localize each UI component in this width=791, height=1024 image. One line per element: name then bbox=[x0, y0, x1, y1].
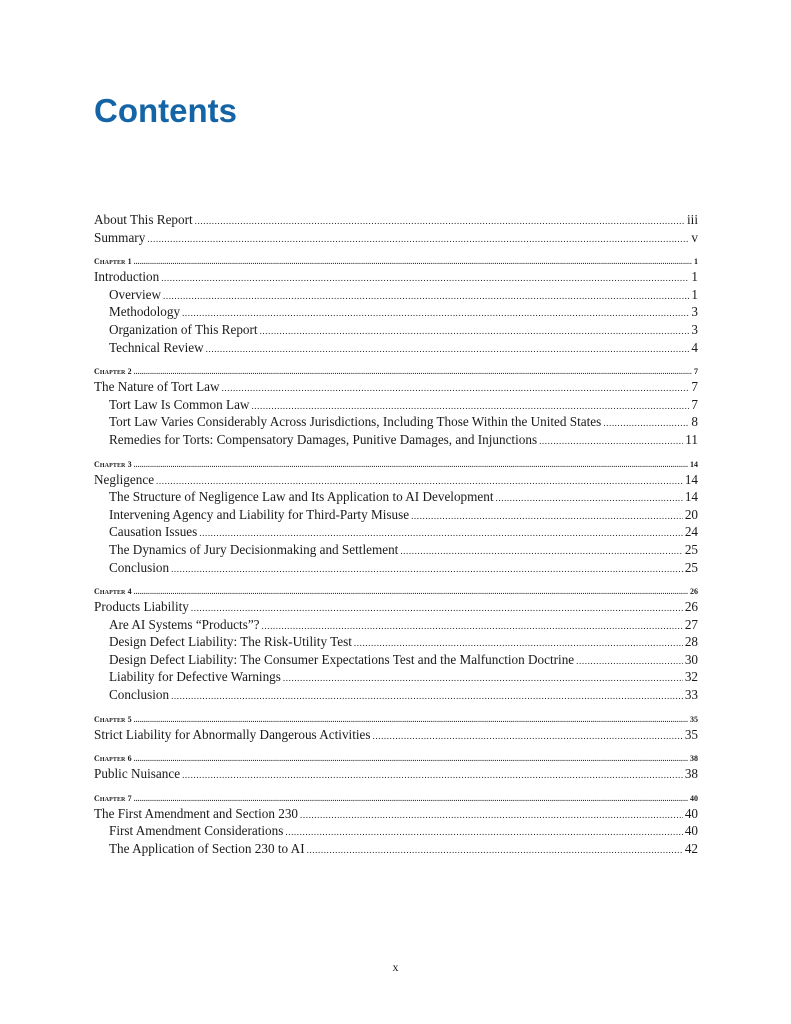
toc-entry-label: Chapter 1 bbox=[94, 257, 132, 267]
toc-entry-label: Public Nuisance bbox=[94, 766, 181, 782]
toc-entry-label: The Structure of Negligence Law and Its Application to AI Development bbox=[109, 489, 494, 505]
toc-page-number: 27 bbox=[684, 616, 698, 632]
toc-page-number: 28 bbox=[684, 634, 698, 650]
toc-subsection-entry[interactable] bbox=[94, 303, 698, 321]
toc-page-number: 26 bbox=[690, 587, 698, 597]
dot-leader bbox=[134, 714, 688, 726]
toc-page-number: 1 bbox=[691, 269, 698, 285]
toc-page-number: 40 bbox=[684, 823, 698, 839]
dot-leader bbox=[539, 431, 683, 451]
toc-entry-label: Introduction bbox=[94, 269, 160, 285]
toc-subsection-entry[interactable] bbox=[94, 651, 698, 669]
toc-page-number: 26 bbox=[684, 599, 698, 615]
toc-entry-label: The Nature of Tort Law bbox=[94, 379, 220, 395]
toc-subsection-entry[interactable] bbox=[94, 321, 698, 339]
toc-page-number: 3 bbox=[691, 321, 698, 337]
toc-entry-label: Tort Law Is Common Law bbox=[109, 396, 250, 412]
toc-subsection-entry[interactable] bbox=[94, 822, 698, 840]
toc-entry-label: Summary bbox=[94, 229, 146, 245]
toc-entry-label: About This Report bbox=[94, 212, 193, 227]
toc-subsection-entry[interactable] bbox=[94, 506, 698, 524]
page-number-footer: x bbox=[392, 960, 399, 974]
toc-subsection-entry[interactable] bbox=[94, 286, 698, 304]
toc-entry-label: Methodology bbox=[109, 304, 181, 320]
toc-page-number: 24 bbox=[684, 524, 698, 540]
toc-subsection-entry[interactable] bbox=[94, 559, 698, 577]
toc-subsection-entry[interactable] bbox=[94, 541, 698, 559]
toc-page-number: 4 bbox=[691, 339, 698, 355]
toc-entry-label: Chapter 5 bbox=[94, 714, 132, 724]
toc-entry-label: Chapter 3 bbox=[94, 459, 132, 469]
toc-entry-label: Organization of This Report bbox=[109, 321, 258, 337]
toc-chapter-heading[interactable] bbox=[94, 793, 698, 805]
toc-entry-label: Tort Law Varies Considerably Across Jurisdictions, Including Those Within the United States bbox=[109, 414, 602, 430]
toc-entry-label: The First Amendment and Section 230 bbox=[94, 805, 299, 821]
toc-subsection-entry[interactable] bbox=[94, 668, 698, 686]
toc-section-entry[interactable] bbox=[94, 211, 698, 229]
table-of-contents bbox=[94, 211, 698, 858]
toc-page-number: 14 bbox=[684, 489, 698, 505]
dot-leader bbox=[134, 366, 692, 378]
toc-entry-label: Negligence bbox=[94, 471, 155, 487]
toc-entry-label: The Dynamics of Jury Decisionmaking and Settlement bbox=[109, 541, 399, 557]
toc-chapter-heading[interactable] bbox=[94, 714, 698, 726]
toc-entry-label: Conclusion bbox=[109, 687, 170, 703]
toc-entry-label: The Application of Section 230 to AI bbox=[109, 841, 305, 857]
toc-entry-label: Technical Review bbox=[109, 339, 204, 355]
toc-page-number: 42 bbox=[684, 841, 698, 857]
toc-subsection-entry[interactable] bbox=[94, 686, 698, 704]
toc-entry-label: Design Defect Liability: The Consumer Expectations Test and the Malfunction Doctrine bbox=[109, 651, 575, 667]
toc-page-number: 14 bbox=[690, 459, 698, 469]
toc-section-entry[interactable] bbox=[94, 765, 698, 783]
toc-chapter-heading[interactable] bbox=[94, 256, 698, 268]
toc-page-number: 32 bbox=[684, 669, 698, 685]
dot-leader bbox=[171, 686, 683, 706]
toc-section-entry[interactable] bbox=[94, 268, 698, 286]
toc-section-entry[interactable] bbox=[94, 229, 698, 247]
toc-chapter-heading[interactable] bbox=[94, 753, 698, 765]
toc-page-number: 1 bbox=[691, 286, 698, 302]
toc-entry-label: Chapter 4 bbox=[94, 587, 132, 597]
toc-entry-label: Chapter 6 bbox=[94, 754, 132, 764]
dot-leader bbox=[134, 753, 688, 765]
toc-entry-label: Products Liability bbox=[94, 599, 189, 615]
toc-entry-label: Overview bbox=[109, 286, 161, 302]
toc-entry-label: Conclusion bbox=[109, 559, 170, 575]
toc-entry-label: Chapter 7 bbox=[94, 793, 132, 803]
toc-entry-label: First Amendment Considerations bbox=[109, 823, 284, 839]
toc-chapter-heading[interactable] bbox=[94, 586, 698, 598]
toc-page-number: 8 bbox=[691, 414, 698, 430]
toc-subsection-entry[interactable] bbox=[94, 523, 698, 541]
toc-page-number: 25 bbox=[684, 559, 698, 575]
toc-subsection-entry[interactable] bbox=[94, 339, 698, 357]
toc-page-number: 25 bbox=[684, 541, 698, 557]
toc-page-number: 38 bbox=[690, 754, 698, 764]
toc-entry-label: Strict Liability for Abnormally Dangerous Activities bbox=[94, 726, 371, 742]
dot-leader bbox=[182, 765, 683, 785]
dot-leader bbox=[134, 793, 688, 805]
toc-entry-label: Are AI Systems “Products”? bbox=[109, 616, 260, 632]
toc-page-number: 3 bbox=[691, 304, 698, 320]
dot-leader bbox=[147, 229, 689, 249]
toc-page-number: 35 bbox=[690, 714, 698, 724]
toc-page-number: 30 bbox=[684, 651, 698, 667]
toc-page-number: 1 bbox=[694, 257, 698, 267]
toc-chapter-heading[interactable] bbox=[94, 366, 698, 378]
dot-leader bbox=[206, 339, 690, 359]
toc-page-number: 7 bbox=[691, 396, 698, 412]
toc-page-number: 20 bbox=[684, 506, 698, 522]
toc-page-number: 7 bbox=[691, 379, 698, 395]
page-title: Contents bbox=[94, 92, 237, 129]
toc-page-number: 38 bbox=[684, 766, 698, 782]
toc-section-entry[interactable] bbox=[94, 471, 698, 489]
toc-section-entry[interactable] bbox=[94, 598, 698, 616]
toc-page-number: 40 bbox=[684, 805, 698, 821]
dot-leader bbox=[134, 459, 688, 471]
toc-page-number: 14 bbox=[684, 471, 698, 487]
toc-page-number: 7 bbox=[694, 367, 698, 377]
dot-leader bbox=[171, 559, 683, 579]
toc-entry-label: Causation Issues bbox=[109, 524, 198, 540]
toc-subsection-entry[interactable] bbox=[94, 431, 698, 449]
toc-subsection-entry[interactable] bbox=[94, 840, 698, 858]
dot-leader bbox=[373, 726, 683, 746]
dot-leader bbox=[134, 256, 692, 268]
toc-entry-label: Design Defect Liability: The Risk-Utility Test bbox=[109, 634, 352, 650]
toc-page-number: iii bbox=[687, 212, 698, 227]
toc-page-number: v bbox=[691, 229, 698, 245]
toc-subsection-entry[interactable] bbox=[94, 488, 698, 506]
toc-entry-label: Remedies for Torts: Compensatory Damages, Punitive Damages, and Injunctions bbox=[109, 431, 538, 447]
dot-leader bbox=[307, 840, 683, 860]
toc-section-entry[interactable] bbox=[94, 726, 698, 744]
toc-page-number: 40 bbox=[690, 793, 698, 803]
toc-entry-label: Liability for Defective Warnings bbox=[109, 669, 281, 685]
toc-subsection-entry[interactable] bbox=[94, 616, 698, 634]
toc-page-number: 35 bbox=[684, 726, 698, 742]
toc-subsection-entry[interactable] bbox=[94, 633, 698, 651]
toc-entry-label: Intervening Agency and Liability for Third-Party Misuse bbox=[109, 506, 410, 522]
toc-page-number: 33 bbox=[684, 687, 698, 703]
toc-section-entry[interactable] bbox=[94, 805, 698, 823]
toc-subsection-entry[interactable] bbox=[94, 413, 698, 431]
toc-chapter-heading[interactable] bbox=[94, 459, 698, 471]
dot-leader bbox=[134, 586, 688, 598]
toc-page-number: 11 bbox=[685, 431, 698, 447]
toc-section-entry[interactable] bbox=[94, 378, 698, 396]
toc-subsection-entry[interactable] bbox=[94, 396, 698, 414]
toc-entry-label: Chapter 2 bbox=[94, 367, 132, 377]
